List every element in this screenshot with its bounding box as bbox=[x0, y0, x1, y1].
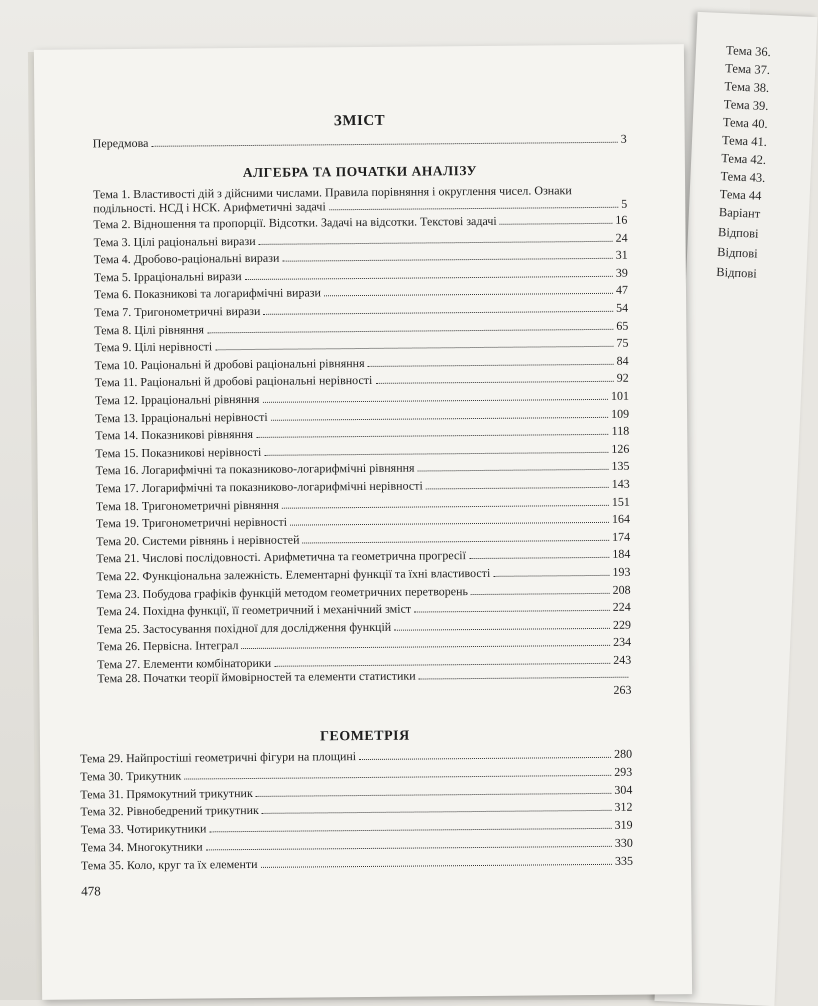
entry-page: 92 bbox=[616, 371, 629, 386]
leader-dots bbox=[414, 610, 610, 613]
entry-title-line1: Тема 1. Властивості дій з дійсними числами. Правила порівняння і округлення чисел. Ознаки bbox=[93, 183, 572, 202]
leader-dots bbox=[394, 628, 610, 631]
facing-page-item: Тема 38. bbox=[724, 79, 770, 96]
toc-entry bbox=[96, 477, 630, 496]
entry-title: Тема 10. Раціональні й дробові раціональні рівняння bbox=[94, 355, 365, 373]
entry-title: Тема 32. Рівнобедрений трикутник bbox=[80, 803, 259, 819]
facing-page-item: Відпові bbox=[717, 224, 759, 241]
entry-title: Тема 5. Ірраціональні вирази bbox=[93, 268, 242, 285]
toc-entry bbox=[94, 283, 628, 302]
entry-page: 84 bbox=[616, 353, 629, 368]
entry-page: 280 bbox=[613, 746, 633, 761]
entry-title: Тема 34. Многокутники bbox=[80, 839, 203, 855]
leader-dots bbox=[262, 399, 607, 403]
leader-dots bbox=[471, 592, 610, 594]
entry-page: 304 bbox=[614, 782, 633, 797]
leader-dots bbox=[209, 828, 611, 833]
entry-title: Тема 28. Початки теорії ймовірностей та елементи статистики bbox=[97, 668, 416, 686]
toc-entry bbox=[80, 747, 632, 766]
entry-page: 3 bbox=[620, 131, 627, 146]
leader-dots bbox=[274, 663, 610, 667]
algebra-heading: АЛГЕБРА ТА ПОЧАТКИ АНАЛІЗУ bbox=[242, 162, 478, 181]
toc-entry bbox=[94, 248, 628, 267]
entry-title: Тема 21. Числові послідовності. Арифметична та геометрична прогресії bbox=[96, 548, 466, 566]
entry-page: 118 bbox=[611, 423, 630, 439]
toc-entry bbox=[97, 600, 631, 619]
toc-entry bbox=[97, 635, 631, 654]
entry-title: Тема 17. Логарифмічні та показниково-логарифмічні нерівності bbox=[95, 478, 423, 496]
page-number: 478 bbox=[81, 883, 101, 899]
entry-title: Тема 9. Цілі нерівності bbox=[94, 339, 213, 355]
entry-title: Тема 29. Найпростіші геометричні фігури на площині bbox=[79, 749, 357, 766]
entry-title: Передмова bbox=[92, 135, 149, 151]
entry-page: 24 bbox=[615, 230, 628, 245]
leader-dots bbox=[261, 864, 612, 868]
leader-dots bbox=[375, 381, 613, 384]
entry-page: 126 bbox=[611, 441, 630, 456]
toc-entry bbox=[93, 183, 627, 216]
entry-page: 39 bbox=[615, 265, 628, 280]
leader-dots bbox=[215, 346, 613, 350]
contents-title: ЗМІСТ bbox=[333, 112, 386, 130]
entry-page: 263 bbox=[613, 682, 632, 697]
entry-title: Тема 16. Логарифмічні та показниково-логарифмічні рівняння bbox=[95, 460, 415, 478]
facing-page-item: Тема 37. bbox=[724, 61, 771, 78]
toc-entry-page bbox=[613, 683, 631, 697]
toc-entry bbox=[80, 782, 632, 801]
facing-page-item: Варіант bbox=[718, 204, 761, 221]
toc-entry bbox=[81, 818, 633, 837]
entry-page: 101 bbox=[610, 388, 629, 403]
entry-title: Тема 30. Трикутник bbox=[80, 768, 182, 784]
toc-entry bbox=[95, 424, 629, 443]
entry-page: 135 bbox=[611, 459, 630, 474]
leader-dots bbox=[262, 810, 612, 814]
toc-entry bbox=[95, 459, 629, 478]
entry-title: Тема 27. Елементи комбінаторики bbox=[97, 655, 272, 672]
toc-entry bbox=[94, 318, 628, 337]
entry-title: Тема 23. Побудова графіків функцій методом геометричних перетворень bbox=[96, 583, 469, 601]
toc-entry bbox=[94, 336, 628, 355]
entry-title: Тема 2. Відношення та пропорції. Відсотки. Задачі на відсотки. Текстові задачі bbox=[93, 213, 497, 232]
toc-entry bbox=[96, 512, 630, 531]
entry-page: 229 bbox=[612, 617, 631, 632]
entry-page: 224 bbox=[612, 599, 631, 615]
toc-entry bbox=[80, 764, 632, 783]
facing-page-item: Тема 39. bbox=[723, 97, 769, 114]
leader-dots bbox=[282, 258, 612, 262]
entry-page: 164 bbox=[611, 511, 631, 527]
entry-page: 335 bbox=[614, 853, 634, 868]
entry-title: Тема 11. Раціональні й дробові раціональні нерівності bbox=[94, 373, 373, 390]
entry-page: 184 bbox=[612, 547, 631, 562]
leader-dots bbox=[271, 416, 608, 420]
contents-page bbox=[34, 44, 692, 1000]
entry-title: Тема 13. Ірраціональні нерівності bbox=[95, 409, 268, 425]
facing-page-item: Тема 42. bbox=[720, 151, 767, 167]
toc-entry bbox=[95, 441, 629, 460]
toc-entry bbox=[95, 389, 629, 408]
leader-dots bbox=[245, 276, 613, 280]
entry-title: Тема 20. Системи рівнянь і нерівностей bbox=[96, 532, 300, 549]
leader-dots bbox=[426, 487, 609, 490]
toc-entry bbox=[96, 547, 630, 566]
entry-page: 54 bbox=[616, 300, 629, 315]
leader-dots bbox=[418, 469, 609, 472]
facing-page-item: Тема 40. bbox=[722, 115, 768, 132]
leader-dots bbox=[500, 223, 613, 225]
leader-dots bbox=[469, 557, 609, 559]
entry-title: Тема 33. Чотирикутники bbox=[80, 821, 207, 837]
leader-dots bbox=[263, 311, 613, 315]
entry-page: 312 bbox=[614, 800, 633, 815]
leader-dots bbox=[256, 792, 612, 796]
entry-title: Тема 3. Цілі раціональні вирази bbox=[93, 233, 256, 249]
entry-page: 47 bbox=[615, 283, 629, 298]
entry-page: 208 bbox=[612, 582, 631, 597]
toc-entry bbox=[97, 582, 631, 601]
leader-dots bbox=[303, 540, 610, 544]
leader-dots bbox=[242, 645, 611, 649]
facing-page-item: Відпові bbox=[716, 244, 758, 261]
entry-title: Тема 19. Тригонометричні нерівності bbox=[95, 514, 288, 531]
toc-entry bbox=[97, 617, 631, 636]
entry-title: Тема 26. Первісна. Інтеграл bbox=[97, 638, 239, 654]
entry-title: Тема 24. Похідна функції, її геометричний і механічний зміст bbox=[96, 601, 412, 619]
entry-title: Тема 18. Тригонометричні рівняння bbox=[95, 497, 279, 513]
leader-dots bbox=[329, 207, 618, 211]
entry-title: Тема 12. Ірраціональні рівняння bbox=[94, 391, 260, 408]
entry-page: 243 bbox=[613, 652, 632, 667]
leader-dots bbox=[264, 452, 608, 456]
toc-entry bbox=[96, 565, 630, 584]
entry-title: Тема 8. Цілі рівняння bbox=[94, 321, 205, 337]
entry-page: 65 bbox=[616, 318, 629, 333]
toc-entry bbox=[94, 265, 628, 284]
entry-title-line2: подільності. НСД і НСК. Арифметичні задачі bbox=[93, 199, 326, 216]
entry-title: Тема 22. Функціональна залежність. Елементарні функції та їхні властивості bbox=[96, 565, 491, 584]
toc-entry bbox=[95, 353, 629, 372]
leader-dots bbox=[493, 575, 609, 577]
facing-page-item: Тема 41. bbox=[721, 133, 768, 149]
leader-dots bbox=[151, 142, 617, 147]
toc-entry bbox=[81, 853, 633, 872]
toc-entry bbox=[95, 406, 629, 425]
entry-page: 293 bbox=[614, 764, 633, 779]
facing-page-item: Тема 36. bbox=[725, 43, 772, 60]
entry-page: 319 bbox=[614, 817, 633, 833]
preface-entry bbox=[93, 132, 627, 151]
toc-entry bbox=[93, 213, 627, 232]
facing-page-item: Тема 43. bbox=[720, 169, 766, 185]
entry-page: 234 bbox=[612, 635, 632, 650]
toc-entry bbox=[94, 301, 628, 320]
entry-title: Тема 6. Показникові та логарифмічні вирази bbox=[93, 285, 321, 302]
toc-entry bbox=[95, 371, 629, 390]
facing-page-item: Відпові bbox=[716, 264, 758, 281]
entry-page: 16 bbox=[615, 212, 628, 227]
leader-dots bbox=[206, 846, 612, 851]
entry-page: 75 bbox=[616, 335, 629, 350]
toc-entry bbox=[80, 800, 632, 819]
leader-dots bbox=[359, 757, 611, 760]
geometry-heading: ГЕОМЕТРІЯ bbox=[319, 728, 410, 745]
entry-page: 31 bbox=[615, 247, 628, 262]
entry-page: 143 bbox=[611, 476, 630, 491]
entry-title: Тема 15. Показникові нерівності bbox=[95, 444, 262, 461]
toc-entry bbox=[96, 494, 630, 513]
entry-title: Тема 7. Тригонометричні вирази bbox=[94, 303, 261, 320]
entry-page: 330 bbox=[614, 835, 633, 850]
entry-page: 193 bbox=[612, 564, 631, 579]
entry-page: 174 bbox=[612, 529, 631, 544]
leader-dots bbox=[324, 293, 613, 297]
entry-page: 5 bbox=[621, 196, 628, 211]
toc-entry bbox=[96, 529, 630, 548]
leader-dots bbox=[290, 522, 609, 526]
leader-dots bbox=[368, 364, 614, 367]
entry-title: Тема 14. Показникові рівняння bbox=[95, 427, 254, 443]
entry-page: 151 bbox=[611, 494, 630, 509]
toc-entry bbox=[93, 230, 627, 249]
leader-dots bbox=[259, 240, 613, 244]
entry-title: Тема 35. Коло, круг та їх елементи bbox=[80, 856, 258, 873]
entry-title: Тема 25. Застосування похідної для дослідження функцій bbox=[96, 619, 392, 637]
leader-dots bbox=[256, 434, 609, 438]
leader-dots bbox=[282, 504, 609, 508]
leader-dots bbox=[419, 677, 629, 680]
entry-title: Тема 31. Прямокутний трикутник bbox=[80, 785, 253, 802]
leader-dots bbox=[184, 775, 611, 780]
entry-page: 109 bbox=[611, 406, 630, 421]
entry-title: Тема 4. Дробово-раціональні вирази bbox=[93, 250, 280, 267]
toc-entry bbox=[81, 836, 633, 855]
facing-page-item: Тема 44 bbox=[719, 186, 762, 203]
leader-dots bbox=[207, 328, 613, 333]
